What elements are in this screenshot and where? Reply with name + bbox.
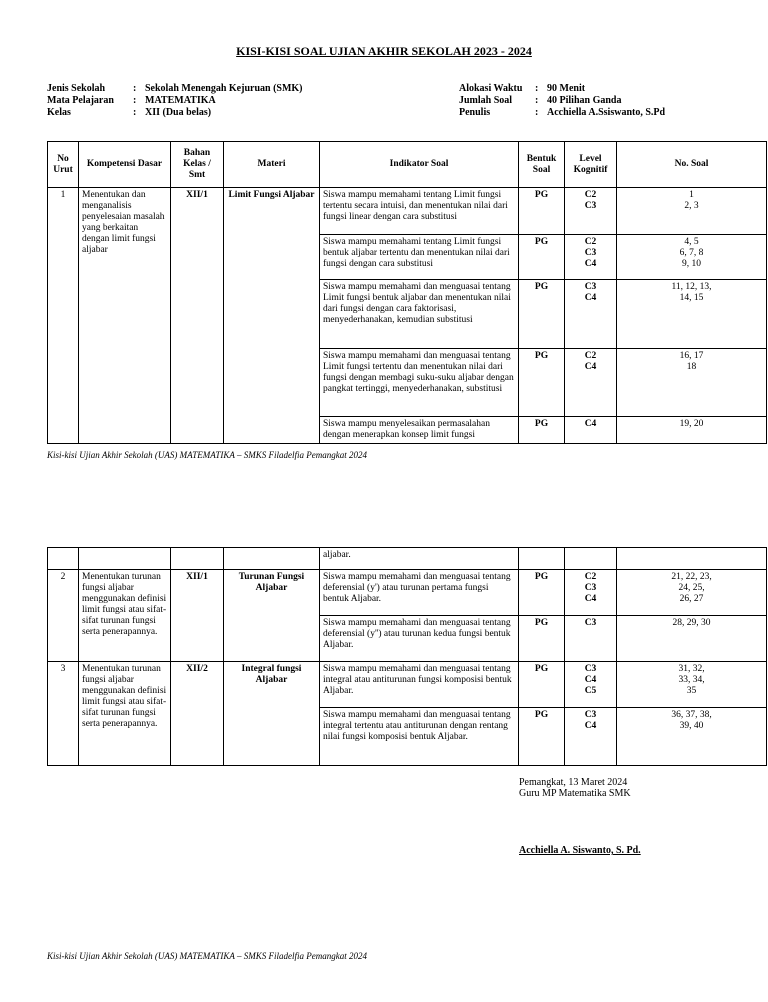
cell-level: C2 C3 C4 <box>565 235 617 280</box>
meta-label: Mata Pelajaran <box>47 95 114 106</box>
cell-level: C4 <box>565 417 617 444</box>
cell-no-soal: 21, 22, 23, 24, 25, 26, 27 <box>617 570 767 616</box>
cell-level: C3 C4 <box>565 280 617 349</box>
cell-no: 3 <box>48 662 79 766</box>
meta-row-jenis-sekolah: Jenis Sekolah : Sekolah Menengah Kejuruan (SMK) <box>47 83 303 94</box>
cell-bahan: XII/1 <box>171 188 224 444</box>
meta-row-penulis: Penulis : Acchiella A.Ssiswanto, S.Pd <box>459 107 666 118</box>
cell-no-soal: 11, 12, 13, 14, 15 <box>617 280 767 349</box>
cell-materi: Limit Fungsi Aljabar <box>224 188 320 444</box>
cell-no-soal: 28, 29, 30 <box>617 616 767 662</box>
cell-level: C3 <box>565 616 617 662</box>
cell-indikator: Siswa mampu menyelesaikan permasalahan dengan menerapkan konsep limit fungsi <box>320 417 519 444</box>
cell-level: C2 C3 <box>565 188 617 235</box>
signature-place-date: Pemangkat, 13 Maret 2024 <box>519 777 628 788</box>
meta-value: MATEMATIKA <box>145 95 216 106</box>
signer-name: Acchiella A. Siswanto, S. Pd. <box>519 845 641 856</box>
header-no-soal: No. Soal <box>617 142 767 188</box>
cell-bentuk: PG <box>519 349 565 417</box>
meta-label: Jenis Sekolah <box>47 83 106 94</box>
cell-indikator: Siswa mampu memahami dan menguasai tentang Limit fungsi bentuk aljabar dan menentukan nilai dari fungsi dengan cara faktorisasi, menyederhanakan, kemudian substitusi <box>320 280 519 349</box>
cell-indikator: Siswa mampu memahami dan menguasai tentang Limit fungsi tertentu dan menentukan nilai dari fungsi dengan membagi suku-suku aljabar dengan pangkat tertinggi, menyederhanakan, substitusi <box>320 349 519 417</box>
meta-right <box>459 83 665 119</box>
kisi-kisi-table-page1 <box>47 141 767 444</box>
signature-block <box>519 777 631 799</box>
cell-bentuk: PG <box>519 616 565 662</box>
table-row <box>48 188 767 235</box>
cell-level: C2 C4 <box>565 349 617 417</box>
cell-kompetensi: Menentukan turunan fungsi aljabar menggunakan definisi limit fungsi atau sifat-sifat turunan fungsi serta penerapannya. <box>79 662 171 766</box>
cell-no-soal: 1 2, 3 <box>617 188 767 235</box>
cell-indikator: aljabar. <box>320 548 519 570</box>
meta-value: 90 Menit <box>547 83 586 94</box>
meta-row-mata-pelajaran: Mata Pelajaran : MATEMATIKA <box>47 95 216 106</box>
cell-bentuk: PG <box>519 662 565 708</box>
meta-row-jumlah-soal: Jumlah Soal : 40 Pilihan Ganda <box>459 95 622 106</box>
cell-no: 1 <box>48 188 79 444</box>
cell-bentuk: PG <box>519 280 565 349</box>
table-row-continuation <box>48 548 767 570</box>
cell-kompetensi: Menentukan dan menganalisis penyelesaian masalah yang berkaitan dengan limit fungsi aljabar <box>79 188 171 444</box>
cell-bentuk: PG <box>519 708 565 766</box>
page-footer: Kisi-kisi Ujian Akhir Sekolah (UAS) MATEMATIKA – SMKS Filadelfia Pemangkat 2024 <box>47 951 367 961</box>
meta-label: Kelas <box>47 107 71 118</box>
meta-label: Jumlah Soal <box>459 95 513 106</box>
cell-no: 2 <box>48 570 79 662</box>
table-header-row <box>48 142 767 188</box>
cell-no-soal: 4, 5 6, 7, 8 9, 10 <box>617 235 767 280</box>
meta-label: Alokasi Waktu <box>459 83 523 94</box>
cell-kompetensi: Menentukan turunan fungsi aljabar menggunakan definisi limit fungsi atau sifat-sifat turunan fungsi serta penerapannya. <box>79 570 171 662</box>
cell-materi: Integral fungsi Aljabar <box>224 662 320 766</box>
cell-bentuk: PG <box>519 417 565 444</box>
cell-bentuk: PG <box>519 188 565 235</box>
cell-materi: Turunan Fungsi Aljabar <box>224 570 320 662</box>
cell-no-soal: 36, 37, 38, 39, 40 <box>617 708 767 766</box>
meta-value: 40 Pilihan Ganda <box>547 95 622 106</box>
meta-row-kelas: Kelas : XII (Dua belas) <box>47 107 212 118</box>
table-row <box>48 570 767 616</box>
cell-no-soal: 31, 32, 33, 34, 35 <box>617 662 767 708</box>
cell-no-soal: 19, 20 <box>617 417 767 444</box>
document-title: KISI-KISI SOAL UJIAN AKHIR SEKOLAH 2023 - 2024 <box>236 44 532 58</box>
meta-label: Penulis <box>459 107 491 118</box>
meta-row-alokasi-waktu: Alokasi Waktu : 90 Menit <box>459 83 586 94</box>
cell-bentuk: PG <box>519 235 565 280</box>
header-bahan: Bahan Kelas / Smt <box>171 142 224 188</box>
cell-indikator: Siswa mampu memahami dan menguasai tentang deferensial (y') atau turunan pertama fungsi bentuk Aljabar. <box>320 570 519 616</box>
cell-bahan: XII/2 <box>171 662 224 766</box>
cell-indikator: Siswa mampu memahami tentang Limit fungsi bentuk aljabar tertentu dan menentukan nilai dari fungsi dengan cara substitusi <box>320 235 519 280</box>
page-footer: Kisi-kisi Ujian Akhir Sekolah (UAS) MATEMATIKA – SMKS Filadelfia Pemangkat 2024 <box>47 450 367 460</box>
cell-level: C3 C4 <box>565 708 617 766</box>
header-bentuk: Bentuk Soal <box>519 142 565 188</box>
cell-indikator: Siswa mampu memahami tentang Limit fungsi tertentu secara intuisi, dan menentukan nilai dari fungsi linear dengan cara substitusi <box>320 188 519 235</box>
kisi-kisi-table-page2 <box>47 547 767 766</box>
header-no-urut: No Urut <box>48 142 79 188</box>
cell-indikator: Siswa mampu memahami dan menguasai tentang deferensial (y'') atau turunan kedua fungsi bentuk Aljabar. <box>320 616 519 662</box>
meta-value: Acchiella A.Ssiswanto, S.Pd <box>547 107 666 118</box>
cell-indikator: Siswa mampu memahami dan menguasai tentang integral tertentu atau antiturunan dengan rentang nilai fungsi komposisi bentuk Aljabar. <box>320 708 519 766</box>
meta-value: XII (Dua belas) <box>145 107 212 118</box>
header-materi: Materi <box>224 142 320 188</box>
cell-indikator: Siswa mampu memahami dan menguasai tentang integral atau antiturunan fungsi komposisi bentuk Aljabar. <box>320 662 519 708</box>
cell-level: C2 C3 C4 <box>565 570 617 616</box>
cell-bentuk: PG <box>519 570 565 616</box>
table-row <box>48 662 767 708</box>
meta-left <box>47 83 303 119</box>
header-level: Level Kognitif <box>565 142 617 188</box>
cell-bahan: XII/1 <box>171 570 224 662</box>
signature-role: Guru MP Matematika SMK <box>519 788 631 799</box>
cell-level: C3 C4 C5 <box>565 662 617 708</box>
header-kompetensi: Kompetensi Dasar <box>79 142 171 188</box>
header-indikator: Indikator Soal <box>320 142 519 188</box>
cell-no-soal: 16, 17 18 <box>617 349 767 417</box>
meta-value: Sekolah Menengah Kejuruan (SMK) <box>145 83 303 94</box>
